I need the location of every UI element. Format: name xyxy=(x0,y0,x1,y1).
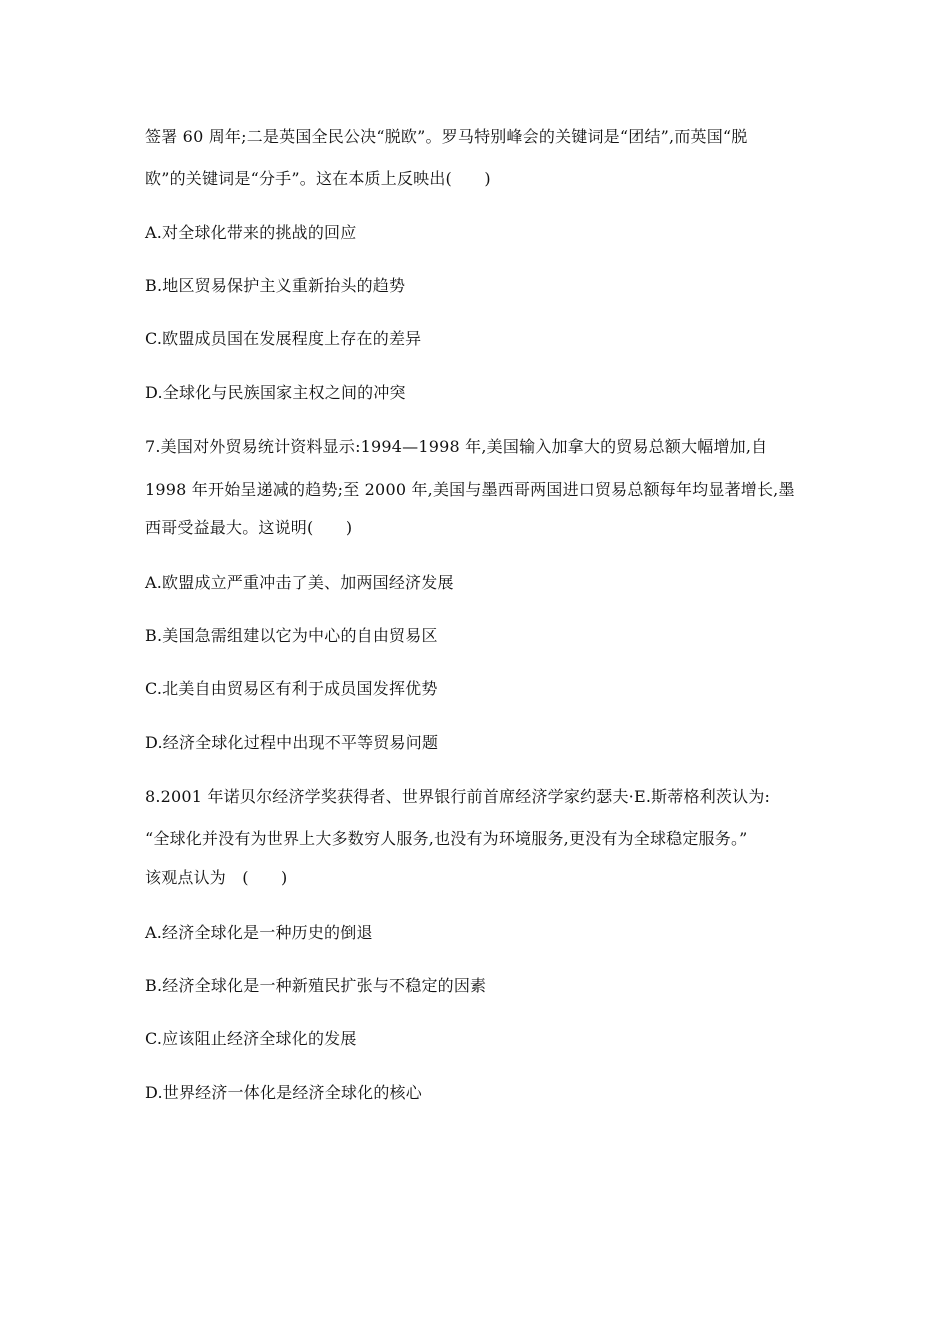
question-8-option-d: D.世界经济一体化是经济全球化的核心 xyxy=(145,1083,422,1102)
question-6-stem-line-1: 签署 60 周年;二是英国全民公决“脱欧”。罗马特别峰会的关键词是“团结”,而英国“脱 xyxy=(145,127,748,146)
question-7-stem-line-2: 1998 年开始呈递减的趋势;至 2000 年,美国与墨西哥两国进口贸易总额每年均显著增长,墨 xyxy=(145,480,795,499)
question-7-stem-line-3: 西哥受益最大。这说明( ) xyxy=(145,518,353,537)
question-6-option-d: D.全球化与民族国家主权之间的冲突 xyxy=(145,383,406,402)
question-8-stem-line-3: 该观点认为 ( ) xyxy=(145,868,288,887)
question-8-stem-line-2: “全球化并没有为世界上大多数穷人服务,也没有为环境服务,更没有为全球稳定服务。” xyxy=(145,829,748,848)
question-6-stem-line-2: 欧”的关键词是“分手”。这在本质上反映出( ) xyxy=(145,169,491,188)
question-7-option-b: B.美国急需组建以它为中心的自由贸易区 xyxy=(145,626,438,645)
question-6-option-b: B.地区贸易保护主义重新抬头的趋势 xyxy=(145,276,406,295)
question-7-option-a: A.欧盟成立严重冲击了美、加两国经济发展 xyxy=(145,573,454,592)
question-8-option-a: A.经济全球化是一种历史的倒退 xyxy=(145,923,373,942)
question-8-option-c: C.应该阻止经济全球化的发展 xyxy=(145,1029,357,1048)
question-7-option-c: C.北美自由贸易区有利于成员国发挥优势 xyxy=(145,679,438,698)
question-6-option-a: A.对全球化带来的挑战的回应 xyxy=(145,223,357,242)
question-8-stem-line-1: 8.2001 年诺贝尔经济学奖获得者、世界银行前首席经济学家约瑟夫·E.斯蒂格利茨认为: xyxy=(145,787,771,806)
question-7-option-d: D.经济全球化过程中出现不平等贸易问题 xyxy=(145,733,439,752)
question-6-option-c: C.欧盟成员国在发展程度上存在的差异 xyxy=(145,329,422,348)
question-7-stem-line-1: 7.美国对外贸易统计资料显示:1994—1998 年,美国输入加拿大的贸易总额大幅增加,自 xyxy=(145,437,768,456)
question-8-option-b: B.经济全球化是一种新殖民扩张与不稳定的因素 xyxy=(145,976,487,995)
